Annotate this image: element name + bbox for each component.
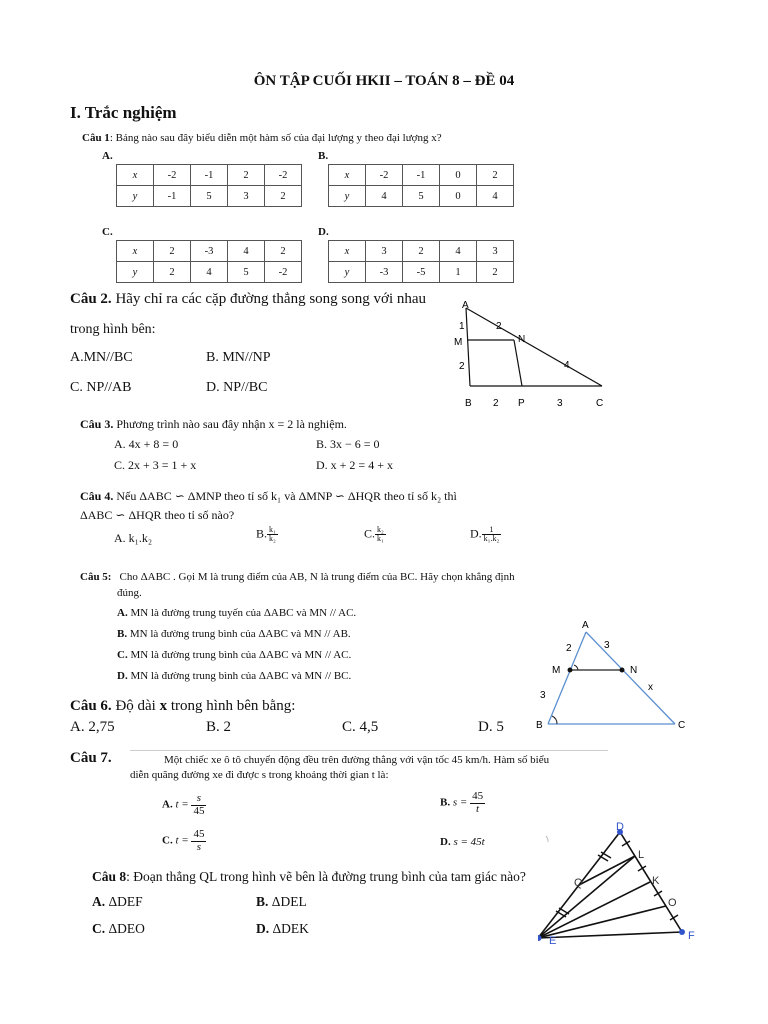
label-c: C [678,720,686,731]
question-label: Câu 4. [80,489,114,503]
option-d: D. s = 45t [440,836,485,848]
divider [130,750,608,751]
label-e: E [549,935,557,947]
option-c: C. 2x + 3 = 1 + x [114,458,197,472]
question-1: Câu 1: Bảng nào sau đây biểu diễn một hàm số của đại lượng y theo đại lượng x? [82,132,442,144]
option-letter: C. [102,226,113,238]
option-b: B. MN//NP [206,350,271,365]
label-b: B [536,720,543,731]
option-d: D. $\frac{1}{\text{k₁.k₂}}$ [470,525,500,544]
length-label: 3 [604,640,610,651]
option-b: B. ΔDEL [256,894,307,909]
angle-mark [552,716,557,724]
label-l: L [638,849,645,861]
option-a: A. ΔDEF [92,894,143,909]
option-d: D. 5 [478,719,504,735]
decorative-arc [546,836,548,842]
label-d: D [616,821,624,833]
question-text: ΔABC ∽ ΔHQR theo tỉ số nào? [80,508,235,522]
length-label: 2 [566,643,572,654]
option-b: B. s = $\frac{45}{t}$ [440,790,484,815]
length-label: 3 [557,398,563,409]
option-c: C. ΔDEO [92,921,145,936]
segment-ac [466,308,602,386]
table-row: x 2 -3 4 2 [117,241,302,262]
label-n: N [630,665,638,676]
question-text: diễn quãng đường xe đi được s trong khoảng thời gian t là: [130,769,389,781]
table-row: x 3 2 4 3 [329,241,514,262]
label-p: P [518,398,525,409]
question-label: Câu 8 [92,869,127,884]
question-6: Câu 6. Độ dài x trong hình bên bằng: [70,698,296,714]
question-3: Câu 3. Phương trình nào sau đây nhận x = 2 là nghiệm. [80,417,347,431]
option-c: C. MN là đường trung bình của ΔABC và MN // AC. [117,649,352,661]
label-m: M [454,337,463,348]
value-table-b [328,164,514,207]
point-m [568,668,573,673]
length-label: 4 [564,360,570,371]
segment-ac [586,632,675,724]
option-c: C. 4,5 [342,719,379,735]
option-b: B. $\frac{\text{k₁}}{\text{k₂}}$ [256,525,276,544]
option-a: A.MN//BC [70,350,133,365]
option-b: B. 2 [206,719,232,735]
label-c: C [596,398,604,409]
segment-ab [466,308,470,386]
length-label: x [648,682,653,693]
segment-df [620,832,682,932]
segment-np [514,340,522,386]
option-c: C. t = $\frac{45}{s}$ [162,828,205,853]
point-f [679,929,685,935]
question-text: trong hình bên: [70,322,156,337]
table-row: y 2 4 5 -2 [117,262,302,283]
option-d: D. NP//BC [206,380,268,395]
question-4: Câu 4. Nếu ΔABC ∽ ΔMNP theo tỉ số k₁ và ΔMNP ∽ ΔHQR theo tỉ số k₂ thì [80,489,457,503]
table-row: y -1 5 3 2 [117,186,302,207]
table-row: x -2 -1 0 2 [329,165,514,186]
table-row: x -2 -1 2 -2 [117,165,302,186]
option-a: A. t = $\frac{s}{45}$ [162,792,205,817]
length-label: 3 [540,690,546,701]
question-label: Câu 6. [70,698,112,714]
label-k: K [652,875,660,887]
length-label: 2 [496,321,502,332]
label-m: M [552,665,561,676]
option-d: D. x + 2 = 4 + x [316,458,393,472]
angle-mark [574,665,578,670]
option-d: D. MN là đường trung bình của ΔABC và MN // BC. [117,670,352,682]
option-a: A. MN là đường trung tuyến của ΔABC và MN // AC. [117,607,357,619]
question-label: Câu 7. [70,750,112,766]
section-heading: I. Trắc nghiệm [70,103,177,122]
option-a: A. k₁.k₂ [114,531,153,545]
label-o: O [668,897,677,909]
label-q: Q [574,877,583,889]
question-label: Câu 1 [82,132,110,144]
option-b: B. MN là đường trung bình của ΔABC và MN // AB. [117,628,351,640]
value-table-d [328,240,514,283]
question-text: đúng. [117,587,142,599]
length-label: 2 [459,361,465,372]
question-label: Câu 5: [80,571,112,583]
label-b: B [465,398,472,409]
question-5: Câu 5: Cho ΔABC . Gọi M là trung điểm của AB, N là trung điểm của BC. Hãy chọn khẳng định [80,571,515,583]
option-c: C. $\frac{\text{k₂}}{\text{k₁}}$ [364,525,384,544]
point-n [620,668,625,673]
value-table-a [116,164,302,207]
triangle-figure-q8 [538,820,708,950]
option-letter: A. [102,150,113,162]
question-2: Câu 2. Hãy chỉ ra các cặp đường thẳng song song với nhau [70,291,427,307]
label-a: A [582,620,589,631]
label-n: N [518,334,526,345]
table-row: y -3 -5 1 2 [329,262,514,283]
length-label: 2 [493,398,499,409]
question-8: Câu 8: Đoạn thẳng QL trong hình vẽ bên là đường trung bình của tam giác nào? [92,869,526,884]
label-a: A [462,300,469,311]
option-a: A. 2,75 [70,719,115,735]
option-b: B. 3x − 6 = 0 [316,437,380,451]
length-label: 1 [459,321,465,332]
triangle-figure-q2 [440,298,620,413]
triangle-figure-q6 [530,616,700,734]
tick-mark [654,891,662,896]
option-letter: D. [318,226,329,238]
option-a: A. 4x + 8 = 0 [114,437,179,451]
table-row: y 4 5 0 4 [329,186,514,207]
option-d: D. ΔDEK [256,921,309,936]
option-c: C. NP//AB [70,380,132,395]
question-label: Câu 3. [80,417,114,431]
label-f: F [688,930,695,942]
question-label: Câu 2. [70,291,112,307]
page-title: ÔN TẬP CUỐI HKII – TOÁN 8 – ĐỀ 04 [253,73,515,89]
question-7: Một chiếc xe ô tô chuyển động đều trên đường thẳng với vận tốc 45 km/h. Hàm số biểu [164,754,550,766]
value-table-c [116,240,302,283]
option-letter: B. [318,150,329,162]
